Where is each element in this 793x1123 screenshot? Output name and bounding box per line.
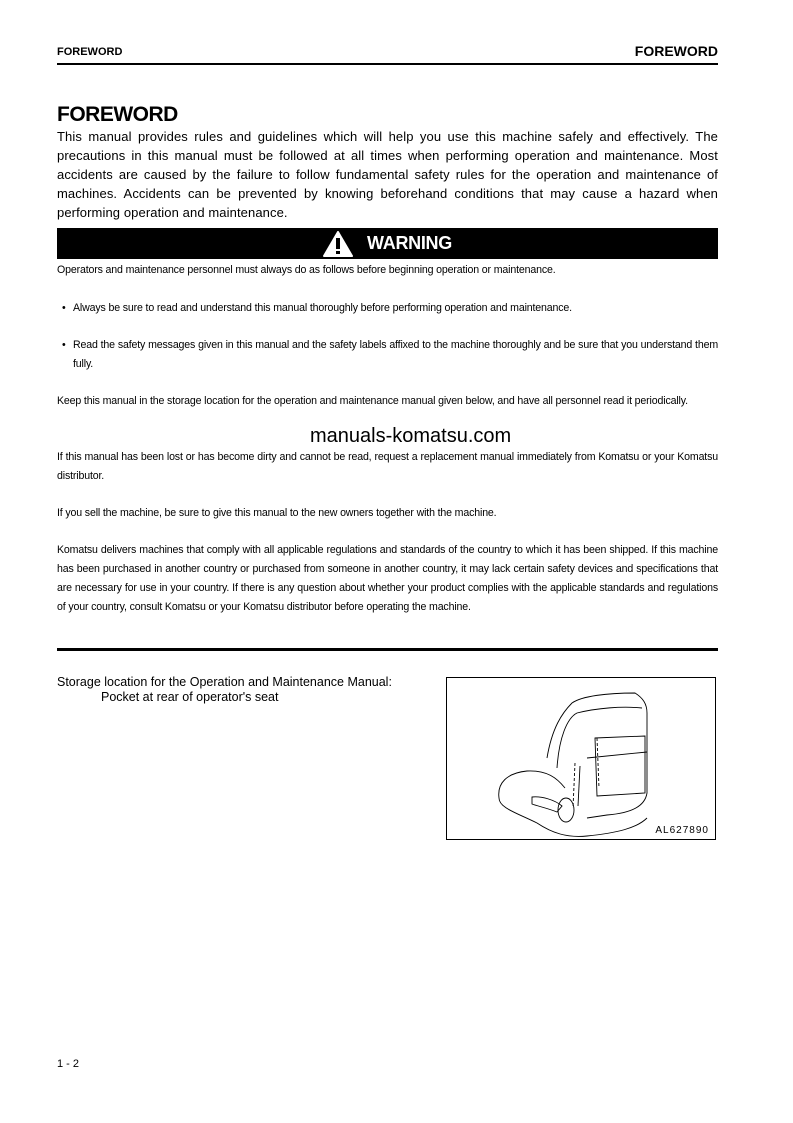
storage-value: Pocket at rear of operator's seat: [101, 690, 279, 704]
storage-label: Storage location for the Operation and Maintenance Manual:: [57, 675, 392, 689]
header-left: FOREWORD: [57, 46, 123, 58]
paragraph: Komatsu delivers machines that comply with all applicable regulations and standards of the country to which it has been shipped. If this machine has been purchased in another country or purchased from someone in another country, it may lack certain safety devices and specifications that are necessary for use in your country. If there is any question about whether your product complies with the applicable standards and regulations of your country, consult Komatsu or your Komatsu distributor before operating the machine.: [57, 544, 718, 613]
bullet-text: Read the safety messages given in this manual and the safety labels affixed to the machine thoroughly and be sure that you understand them fully.: [73, 339, 718, 370]
page-number: 1 - 2: [57, 1058, 80, 1070]
header-divider: [57, 63, 718, 65]
paragraph: Keep this manual in the storage location for the operation and maintenance manual given below, and have all personnel read it periodically.: [57, 395, 688, 407]
bullet-text: Always be sure to read and understand this manual thoroughly before performing operation and maintenance.: [73, 302, 572, 314]
warning-lead: Operators and maintenance personnel must always do as follows before beginning operation or maintenance.: [57, 264, 556, 276]
paragraph: If this manual has been lost or has become dirty and cannot be read, request a replacement manual immediately from Komatsu or your Komatsu distributor.: [57, 451, 718, 482]
section-divider: [57, 648, 718, 651]
warning-banner: [57, 228, 718, 259]
seat-figure: [446, 677, 716, 840]
paragraph: If you sell the machine, be sure to give this manual to the new owners together with the machine.: [57, 507, 497, 519]
warning-label: WARNING: [367, 233, 452, 253]
figure-code: AL627890: [655, 825, 709, 836]
bullet-icon: •: [62, 302, 66, 314]
watermark: manuals-komatsu.com: [310, 425, 512, 447]
bullet-icon: •: [62, 339, 66, 351]
warning-triangle-icon: [323, 231, 353, 257]
bullet-item: [62, 299, 718, 318]
bullet-item: [62, 336, 718, 374]
intro-paragraph: This manual provides rules and guidelines which will help you use this machine safely and effectively. The precautions in this manual must be followed at all times when performing operation and maintenance. Most accidents are caused by the failure to follow fundamental safety rules for the operation and maintenance of machines. Accidents can be prevented by knowing beforehand conditions that may cause a hazard when performing operation and maintenance.: [57, 129, 718, 220]
operator-seat-illustration: [447, 678, 715, 839]
header-right: FOREWORD: [634, 43, 718, 59]
page-title: FOREWORD: [57, 103, 178, 126]
